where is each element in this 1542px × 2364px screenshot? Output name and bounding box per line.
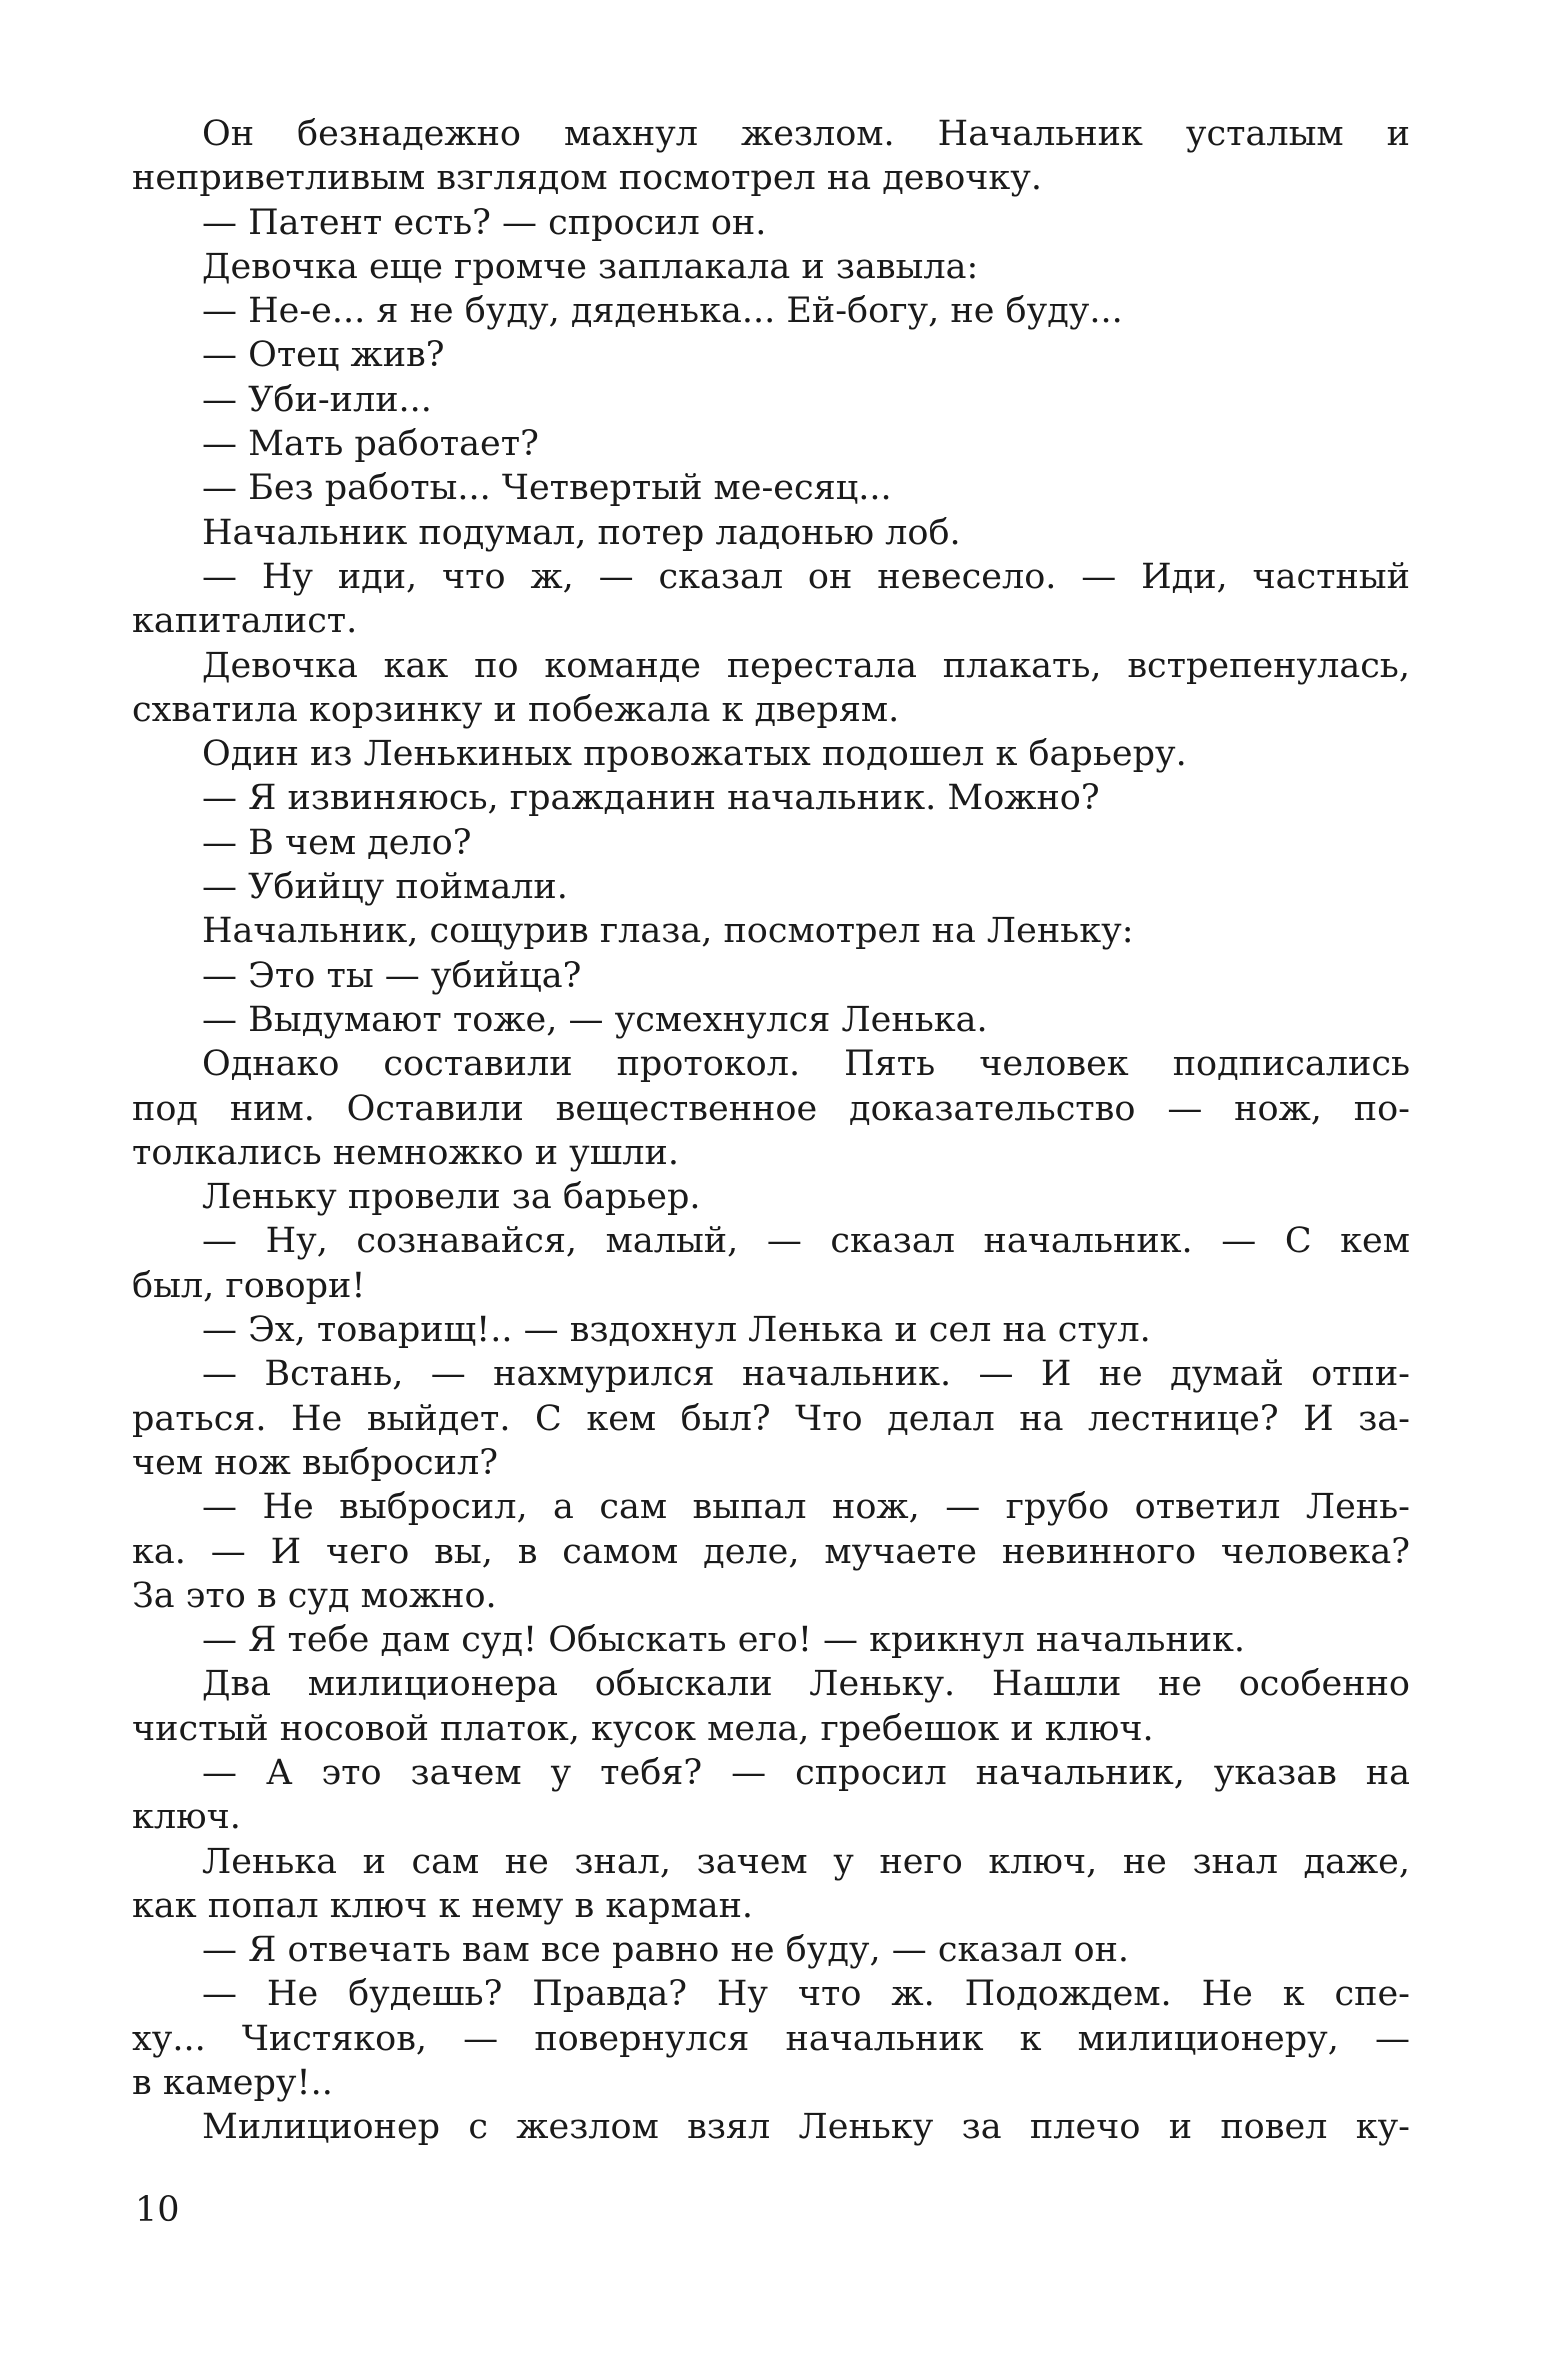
text-line: в камеру!.. xyxy=(132,2063,333,2104)
text-line: Ленька и сам не знал, зачем у него ключ, не знал даже, xyxy=(202,1841,1410,1882)
text-line: Начальник, сощурив глаза, посмотрел на Леньку: xyxy=(202,911,1134,952)
text-line: схватила корзинку и побежала к дверям. xyxy=(132,689,900,730)
text-line: — Эх, товарищ!.. — вздохнул Ленька и сел на стул. xyxy=(202,1310,1151,1351)
text-line: чем нож выбросил? xyxy=(132,1442,498,1483)
text-line: — Уби-или... xyxy=(202,379,432,420)
text-line: был, говори! xyxy=(132,1265,366,1306)
text-line: Начальник подумал, потер ладонью лоб. xyxy=(202,512,961,553)
text-line: — Не будешь? Правда? Ну что ж. Подождем. Не к спе- xyxy=(202,1974,1410,2015)
text-line: — Патент есть? — спросил он. xyxy=(202,202,767,243)
text-line: — Убийцу поймали. xyxy=(202,867,568,908)
text-line: — Ну иди, что ж, — сказал он невесело. — Иди, частный xyxy=(202,556,1410,597)
text-line: Милиционер с жезлом взял Леньку за плечо и повел ку- xyxy=(202,2107,1410,2148)
text-line: раться. Не выйдет. С кем был? Что делал на лестнице? И за- xyxy=(132,1398,1410,1439)
page-text xyxy=(132,112,1410,2150)
text-line: — Без работы... Четвертый ме-есяц... xyxy=(202,468,892,509)
text-line: Он безнадежно махнул жезлом. Начальник усталым и xyxy=(202,114,1410,154)
text-line: Девочка как по команде перестала плакать, встрепенулась, xyxy=(202,645,1410,686)
text-line: — Это ты — убийца? xyxy=(202,955,582,996)
text-line: ху... Чистяков, — повернулся начальник к милиционеру, — xyxy=(132,2018,1410,2059)
text-line: — Я отвечать вам все равно не буду, — сказал он. xyxy=(202,1930,1130,1971)
text-line: — Я извиняюсь, гражданин начальник. Можно? xyxy=(202,778,1100,819)
text-line: как попал ключ к нему в карман. xyxy=(132,1885,754,1926)
text-line: Девочка еще громче заплакала и завыла: xyxy=(202,246,979,287)
text-line: толкались немножко и ушли. xyxy=(132,1132,679,1173)
text-line: — А это зачем у тебя? — спросил начальник, указав на xyxy=(202,1752,1410,1793)
text-line: За это в суд можно. xyxy=(132,1575,497,1616)
text-line: Однако составили протокол. Пять человек подписались xyxy=(202,1044,1410,1085)
text-line: ка. — И чего вы, в самом деле, мучаете невинного человека? xyxy=(132,1531,1410,1572)
text-line: — Не выбросил, а сам выпал нож, — грубо ответил Лень- xyxy=(202,1487,1410,1528)
text-line: — В чем дело? xyxy=(202,822,472,863)
text-line: Леньку провели за барьер. xyxy=(202,1177,701,1218)
text-line: неприветливым взглядом посмотрел на девочку. xyxy=(132,158,1042,199)
text-line: ключ. xyxy=(132,1797,241,1838)
text-line: капиталист. xyxy=(132,601,358,642)
text-line: под ним. Оставили вещественное доказательство — нож, по- xyxy=(132,1088,1410,1129)
text-line: — Выдумают тоже, — усмехнулся Ленька. xyxy=(202,999,988,1040)
text-line: чистый носовой платок, кусок мела, гребешок и ключ. xyxy=(132,1708,1154,1749)
page-number: 10 xyxy=(135,2190,180,2230)
text-line: — Ну, сознавайся, малый, — сказал начальник. — С кем xyxy=(202,1221,1410,1262)
text-line: Один из Ленькиных провожатых подошел к барьеру. xyxy=(202,734,1187,775)
text-line: — Мать работает? xyxy=(202,424,539,465)
text-line: — Я тебе дам суд! Обыскать его! — крикнул начальник. xyxy=(202,1620,1246,1661)
text-line: Два милиционера обыскали Леньку. Нашли не особенно xyxy=(202,1664,1410,1705)
text-line: — Отец жив? xyxy=(202,335,445,376)
text-line: — Встань, — нахмурился начальник. — И не думай отпи- xyxy=(202,1354,1410,1395)
text-line: — Не-е... я не буду, дяденька... Ей-богу, не буду... xyxy=(202,291,1123,332)
